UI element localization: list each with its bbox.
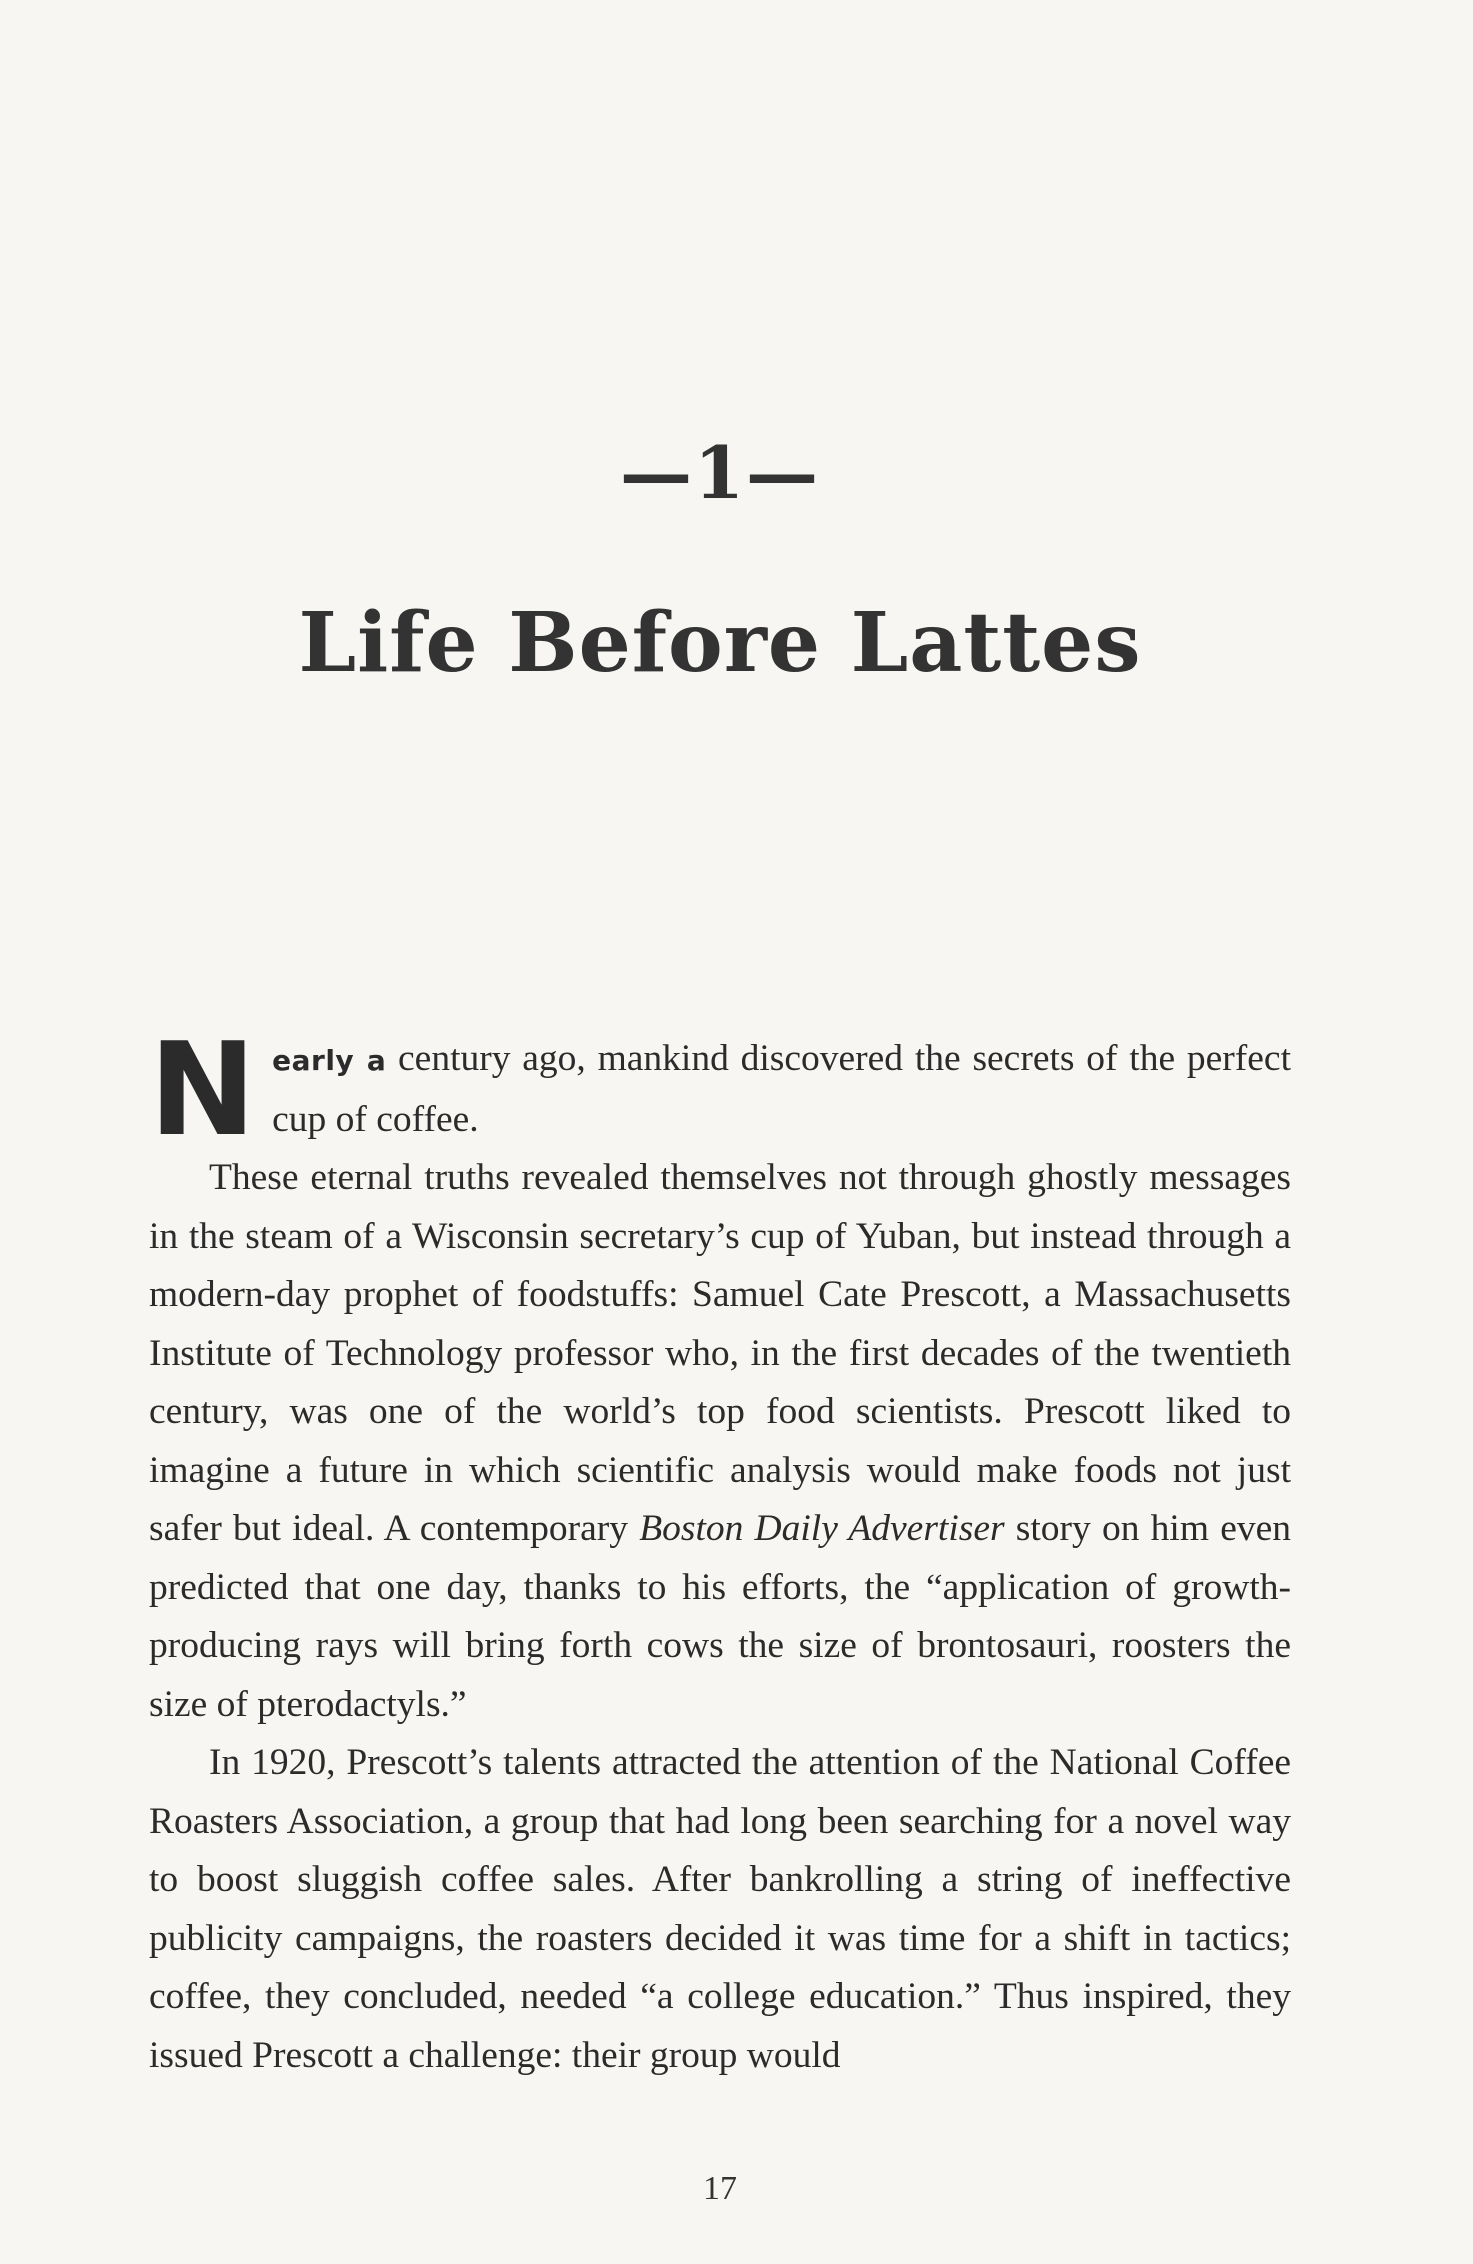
page-number: 17 bbox=[703, 2170, 737, 2207]
body-text bbox=[149, 1016, 1291, 2085]
paragraph-2-end: story on him even predicted that one day, thanks to his efforts, the “application of growth-producing rays will bring forth cows the size of brontosauri, roosters the size of pterodactyls.” bbox=[149, 1508, 1291, 1725]
paragraph-3 bbox=[149, 1734, 1291, 2085]
publication-title: Boston Daily Advertiser bbox=[639, 1508, 1005, 1549]
paragraph-2-text: These eternal truths revealed themselves not through ghostly messages in the steam of a Wisconsin secretary’s cup of Yuban, but instead through a modern-day prophet of foodstuffs: Samuel Cate Prescott, a Massachusetts Institute of Technology professor who, in the first decades of the twentieth century, was one of the world’s top food scientists. Prescott liked to imagine a future in which scientific analysis would make foods not just safer but ideal. A contemporary bbox=[149, 1157, 1291, 1549]
chapter-number: —1— bbox=[619, 430, 821, 515]
paragraph-1 bbox=[149, 1016, 1291, 1165]
drop-cap: N bbox=[149, 1016, 257, 1165]
paragraph-3-text: In 1920, Prescott’s talents attracted the attention of the National Coffee Roasters Association, a group that had long been searching for a novel way to boost sluggish coffee sales. After bankrolling a string of ineffective publicity campaigns, the roasters decided it was time for a shift in tactics; coffee, they concluded, needed “a college education.” Thus inspired, they issued Prescott a challenge: their group would bbox=[149, 1742, 1291, 2076]
paragraph-1-text: century ago, mankind discovered the secrets of the perfect cup of coffee. bbox=[272, 1038, 1291, 1140]
chapter-title: Life Before Lattes bbox=[298, 595, 1142, 691]
lead-in: early a bbox=[272, 1044, 387, 1077]
paragraph-2 bbox=[149, 1149, 1291, 1734]
